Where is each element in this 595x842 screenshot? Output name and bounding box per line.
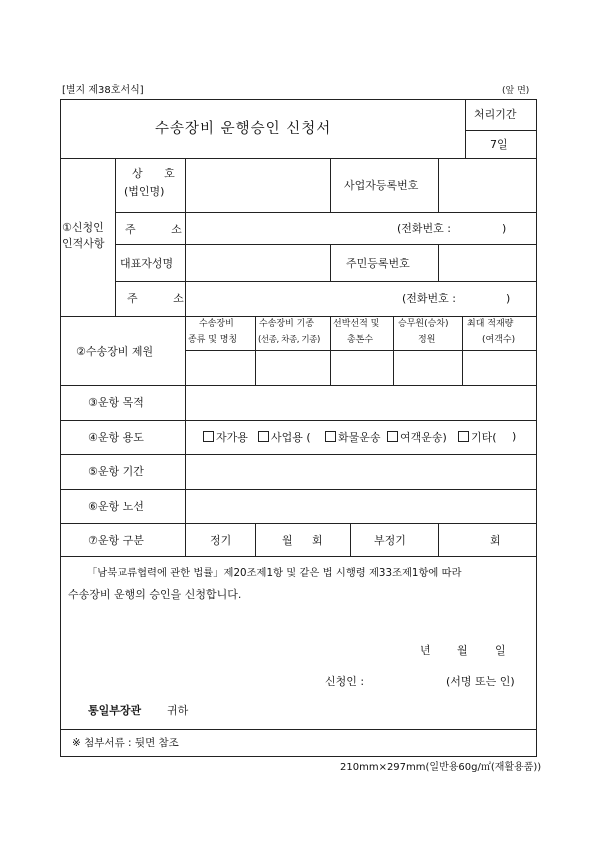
applicant-section-label: ①신청인 [62, 221, 104, 234]
equip-col-model-2: (선종, 차종, 기종) [258, 335, 320, 345]
route-field[interactable] [187, 491, 535, 521]
division-label: ⑦운항 구분 [88, 534, 144, 547]
equip-col-capacity-1: 최대 적재량 [467, 319, 514, 329]
company-name-label: 상 호 [132, 167, 184, 180]
purpose-label: ③운항 목적 [88, 396, 144, 409]
equip-col-tonnage-1: 선박선적 및 [333, 319, 380, 329]
usage-private-option[interactable]: 자가용 [203, 431, 248, 443]
equip-col-type-2: 종류 및 명칭 [188, 335, 238, 345]
address-field[interactable] [187, 214, 535, 242]
date-year-label: 년 [420, 644, 431, 657]
page-side-label: (앞 면) [502, 86, 530, 96]
period-label: ⑤운항 기간 [88, 465, 144, 478]
statement-line-2: 수송장비 운행의 승인을 신청합니다. [68, 588, 242, 601]
phone-label: (전화번호 : [397, 222, 451, 235]
address-label: 주 소 [125, 223, 198, 236]
business-checkbox[interactable] [258, 431, 269, 442]
equip-model-field[interactable] [257, 352, 328, 383]
representative-field[interactable] [187, 246, 328, 279]
phone-close-paren: ) [502, 222, 507, 235]
representative-address-field[interactable] [187, 283, 535, 314]
equip-capacity-field[interactable] [464, 352, 535, 383]
irregular-times-label: 회 [490, 534, 501, 547]
statement-line-1: 「남북교류협력에 관한 법률」제20조제1항 및 같은 법 시행령 제33조제1항에 따라 [87, 567, 462, 579]
other-checkbox[interactable] [458, 431, 469, 442]
equipment-spec-label: ②수송장비 제원 [76, 345, 154, 358]
representative-address-label: 주 소 [127, 292, 200, 305]
usage-passenger-option[interactable]: 여객운송) [387, 431, 447, 443]
addressee-minister: 통일부장관 [88, 704, 142, 717]
purpose-field[interactable] [187, 387, 535, 418]
equip-col-tonnage-2: 총톤수 [347, 335, 374, 345]
phone-label-2: (전화번호 : [402, 292, 456, 305]
applicant-section-label-2: 인적사항 [62, 237, 105, 250]
resident-number-field[interactable] [440, 246, 535, 279]
irregular-label: 부정기 [374, 534, 406, 547]
cargo-checkbox[interactable] [325, 431, 336, 442]
form-title: 수송장비 운행승인 신청서 [155, 121, 332, 137]
phone-close-paren-2: ) [506, 292, 511, 305]
form-number: [별지 제38호서식] [62, 85, 144, 96]
times-label: 회 [312, 534, 323, 547]
paper-spec-footer: 210mm×297mm(일반용60g/㎡(재활용품)) [340, 762, 542, 773]
addressee-honorific: 귀하 [167, 704, 189, 717]
equip-type-field[interactable] [187, 352, 253, 383]
usage-label: ④운항 용도 [88, 431, 144, 444]
business-registration-field[interactable] [440, 160, 535, 210]
period-field[interactable] [187, 456, 535, 487]
equip-col-type-1: 수송장비 [199, 319, 234, 329]
date-day-label: 일 [495, 644, 506, 657]
applicant-signature-label: 신청인 : [325, 675, 365, 688]
company-name-field[interactable] [187, 160, 328, 210]
passenger-checkbox[interactable] [387, 431, 398, 442]
business-registration-label: 사업자등록번호 [344, 179, 419, 192]
equip-col-capacity-2: (여객수) [482, 335, 516, 345]
sign-or-seal-label: (서명 또는 인) [446, 675, 515, 688]
private-checkbox[interactable] [203, 431, 214, 442]
usage-cargo-option[interactable]: 화물운송 [325, 431, 381, 443]
usage-other-close: ) [512, 430, 517, 443]
processing-period-value: 7일 [490, 138, 508, 151]
processing-period-label: 처리기간 [474, 108, 517, 121]
month-label: 월 [282, 534, 293, 547]
usage-other-option[interactable]: 기타( [458, 431, 497, 443]
date-month-label: 월 [457, 644, 468, 657]
equip-col-crew-1: 승무원(승차) [398, 319, 449, 329]
equip-crew-field[interactable] [395, 352, 460, 383]
usage-business-option[interactable]: 사업용 ( [258, 431, 311, 443]
equip-col-crew-2: 정원 [418, 335, 436, 345]
representative-label: 대표자성명 [120, 257, 174, 270]
attachments-note: ※ 첨부서류 : 뒷면 참조 [72, 737, 179, 749]
regular-label: 정기 [210, 534, 232, 547]
resident-number-label: 주민등록번호 [346, 257, 410, 270]
equip-tonnage-field[interactable] [332, 352, 391, 383]
equip-col-model-1: 수송장비 기종 [259, 319, 315, 329]
corporate-name-label: (법인명) [124, 185, 165, 198]
route-label: ⑥운항 노선 [88, 500, 144, 513]
